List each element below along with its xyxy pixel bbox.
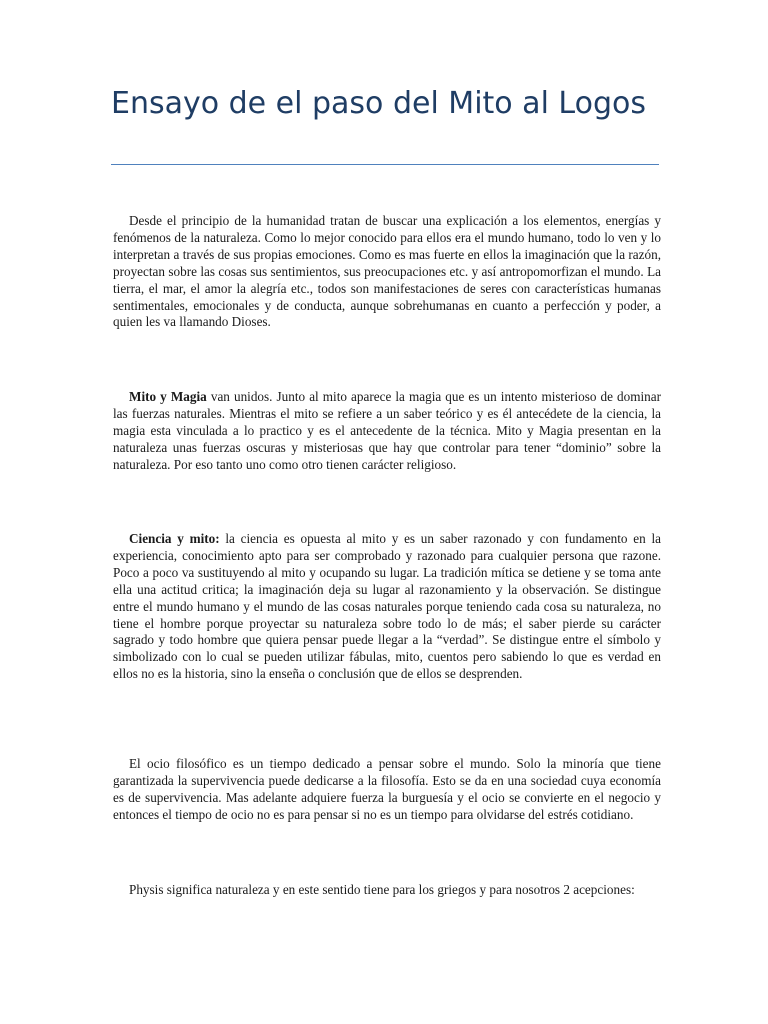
title-underline [111,164,659,165]
document-title: Ensayo de el paso del Mito al Logos [111,86,647,121]
paragraph-ciencia-y-mito [113,531,661,683]
paragraph-lead: Mito y Magia [129,389,207,404]
paragraph-ocio [113,756,661,824]
paragraph-text: la ciencia es opuesta al mito y es un saber razonado y con fundamento en la experiencia, conocimiento apto para ser comprobado y razonado para cualquier persona que razone. Poco a poco va sustituyendo al mito y ocupando su lugar. La tradición mítica se detiene y se toma ante ella una actitud critica; la imaginación deja su lugar al razonamiento y la observación. Se distingue entre el mundo humano y el mundo de las cosas naturales porque teniendo cada cosa su naturaleza, no tiene el hombre porque proyectar su naturaleza sobre todo lo de más; el saber pierde su carácter sagrado y todo hombre que quiera pensar puede llegar a la “verdad”. Se distingue entre el símbolo y simbolizado con lo cual se pueden utilizar fábulas, mito, cuentos pero sabiendo lo que es verdad en ellos no es la historia, sino la enseña o conclusión que de ellos se desprenden. [113,531,662,682]
paragraph-text: van unidos. Junto al mito aparece la magia que es un intento misterioso de dominar las fuerzas naturales. Mientras el mito se refiere a un saber teórico y es él antecédete de la ciencia, la magia esta vinculada a lo practico y es el antecedente de la técnica. Mito y Magia presentan en la naturaleza unas fuerzas oscuras y misteriosas que hay que controlar para tener “dominio” sobre la naturaleza. Por eso tanto uno como otro tienen carácter religioso. [113,389,662,472]
paragraph-lead: Ciencia y mito: [129,531,220,546]
paragraph-mito-y-magia [113,389,661,474]
paragraph-text: El ocio filosófico es un tiempo dedicado a pensar sobre el mundo. Solo la minoría que tiene garantizada la supervivencia puede dedicarse a la filosofía. Esto se da en una sociedad cuya economía es de supervivencia. Mas adelante adquiere fuerza la burguesía y el ocio se convierte en el negocio y entonces el tiempo de ocio no es para pensar si no es un tiempo para olvidarse del estrés cotidiano. [113,756,661,822]
paragraph-text: Physis significa naturaleza y en este sentido tiene para los griegos y para nosotros 2 acepciones: [129,882,635,897]
paragraph-intro [113,213,661,331]
paragraph-physis [113,882,661,899]
paragraph-text: Desde el principio de la humanidad tratan de buscar una explicación a los elementos, energías y fenómenos de la naturaleza. Como lo mejor conocido para ellos era el mundo humano, todo lo ven y lo interpretan a través de sus propias emociones. Como es mas fuerte en ellos la imaginación que la razón, proyectan sobre las cosas sus sentimientos, sus preocupaciones etc. y así antropomorfizan el mundo. La tierra, el mar, el amor la alegría etc., todos son manifestaciones de seres con características humanas sentimentales, emocionales y de conducta, aunque sobrehumanas en cuanto a perfección y poder, a quien les va llamando Dioses. [113,213,661,330]
